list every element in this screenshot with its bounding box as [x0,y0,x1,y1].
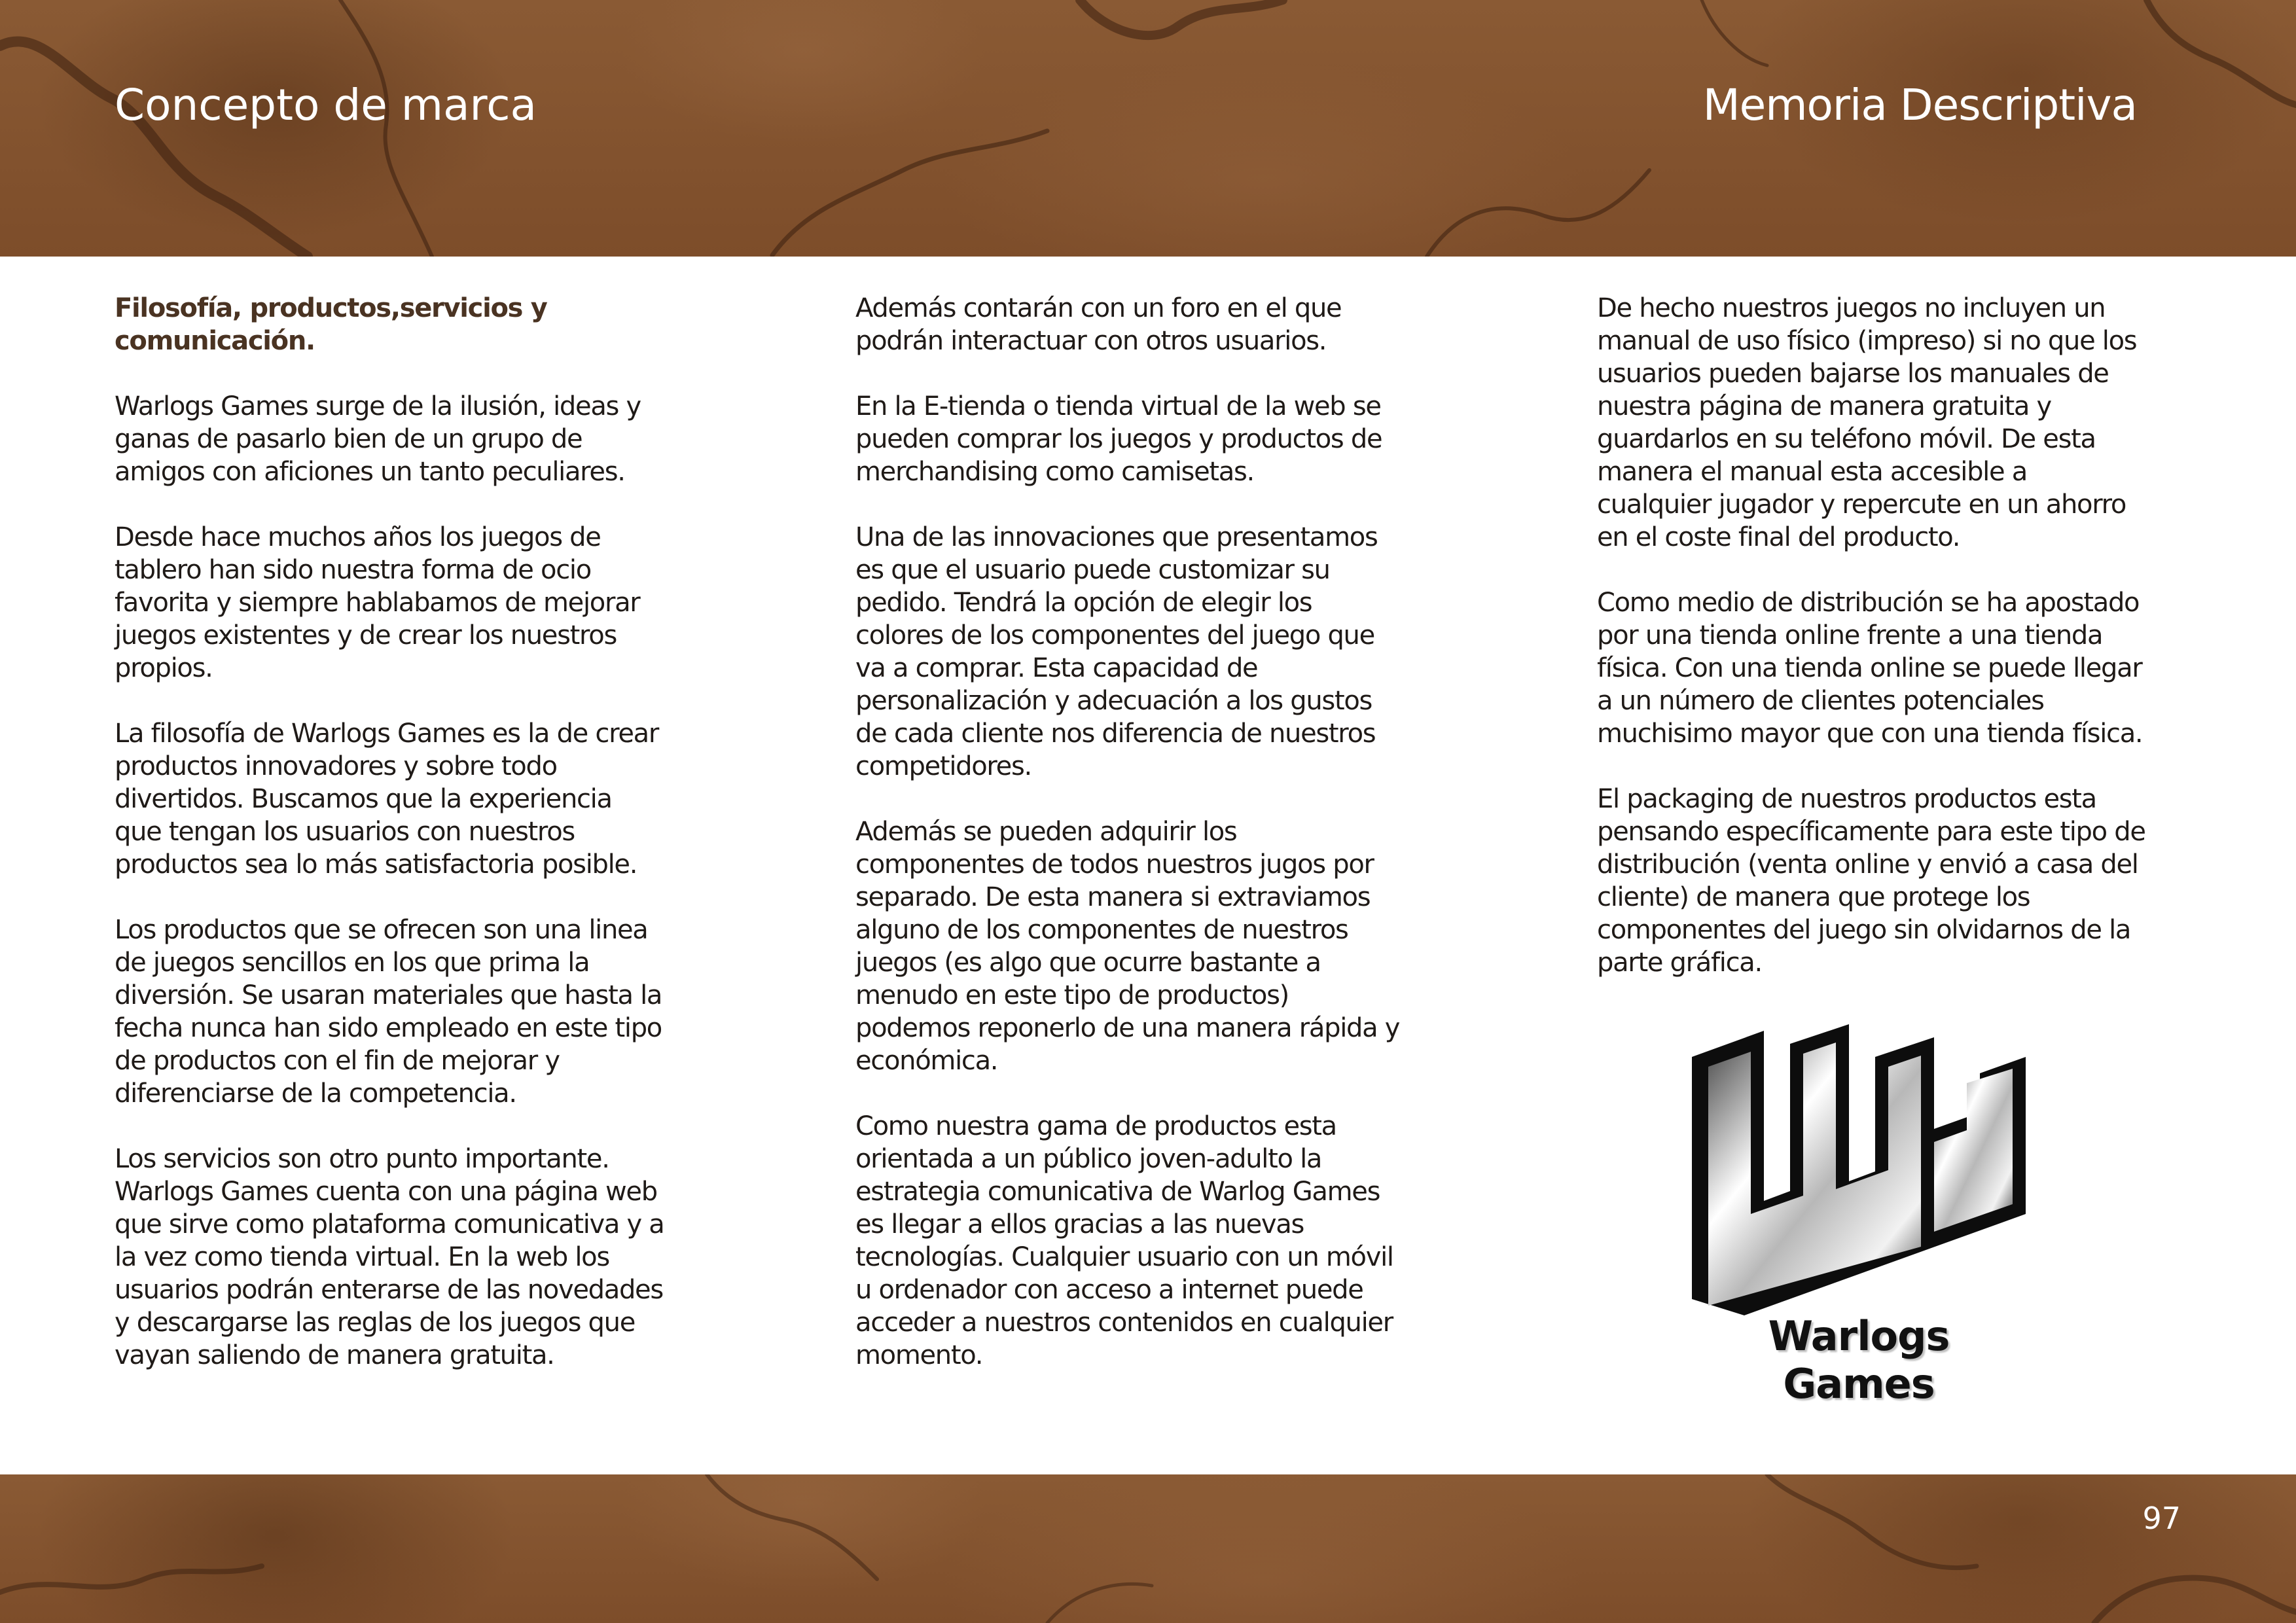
paragraph: Desde hace muchos años los juegos de tablero han sido nuestra forma de ocio favorita y siempre hablabamos de mejorar juegos existentes y de crear los nuestros propios. [115,522,640,683]
page-number: 97 [2142,1501,2181,1536]
document-title: Memoria Descriptiva [1702,80,2137,130]
footer-band [0,1474,2296,1623]
paragraph: De hecho nuestros juegos no incluyen un manual de uso físico (impreso) si no que los usuarios pueden bajarse los manuales de nuestra página de manera gratuita y guardarlos en su teléfono móvil. De esta manera el manual esta accesible a cualquier jugador y repercute en un ahorro en el coste final del producto. [1597,293,2137,552]
paragraph: La filosofía de Warlogs Games es la de crear productos innovadores y sobre todo divertidos. Buscamos que la experiencia que tengan los usuarios con nuestros productos sea lo más satisfactoria posible. [115,719,659,880]
wg-monogram-icon [1679,1018,2032,1319]
text-column-1 [115,292,664,1404]
paragraph: Como nuestra gama de productos esta orientada a un público joven-adulto la estrategia comunicativa de Warlog Games es llegar a ellos gracias a las nuevas tecnologías. Cualquier usuario con un móvil u ordenador con acceso a internet puede acceder a nuestros contenidos en cualquier momento. [855,1111,1393,1370]
paragraph: Una de las innovaciones que presentamos es que el usuario puede customizar su pedido. Tendrá la opción de elegir los colores de los componentes del juego que va a comprar. Esta capacidad de personalización y adecuación a los gustos de cada cliente nos diferencia de nuestros competidores. [855,522,1378,781]
paragraph: Como medio de distribución se ha apostado por una tienda online frente a una tienda física. Con una tienda online se puede llegar a un número de clientes potenciales muchisimo mayor que con una tienda física. [1597,588,2143,749]
column-heading: Filosofía, productos,servicios y comunicación. [115,293,547,356]
paragraph: En la E-tienda o tienda virtual de la web se pueden comprar los juegos y productos de merchandising como camisetas. [855,391,1382,487]
paragraph: Los productos que se ofrecen son una linea de juegos sencillos en los que prima la diversión. Se usaran materiales que hasta la fecha nunca han sido empleado en este tipo de productos con el fin de mejorar y diferenciarse de la competencia. [115,915,662,1109]
texture-cracks [0,1474,2296,1623]
paragraph: Además se pueden adquirir los componentes de todos nuestros jugos por separado. De esta manera si extraviamos alguno de los componentes de nuestros juegos (es algo que ocurre bastante a menudo en este tipo de productos) podemos reponerlo de una manera rápida y económica. [855,817,1400,1076]
paragraph: El packaging de nuestros productos esta pensando específicamente para este tipo de distribución (venta online y envió a casa del cliente) de manera que protege los componentes del juego sin olvidarnos de la parte gráfica. [1597,784,2145,978]
text-column-2 [855,292,1405,1404]
paragraph: Warlogs Games surge de la ilusión, ideas y ganas de pasarlo bien de un grupo de amigos con aficiones un tanto peculiares. [115,391,641,487]
paragraph: Además contarán con un foro en el que podrán interactuar con otros usuarios. [855,293,1342,356]
section-title: Concepto de marca [115,80,537,130]
text-column-3 [1597,292,2147,1012]
paragraph: Los servicios son otro punto importante. Warlogs Games cuenta con una página web que sirve como plataforma comunicativa y a la vez como tienda virtual. En la web los usuarios podrán enterarse de las novedades y descargarse las reglas de los juegos que vayan saliendo de manera gratuita. [115,1144,664,1370]
logo-caption: Warlogs Games [1768,1312,1950,1408]
